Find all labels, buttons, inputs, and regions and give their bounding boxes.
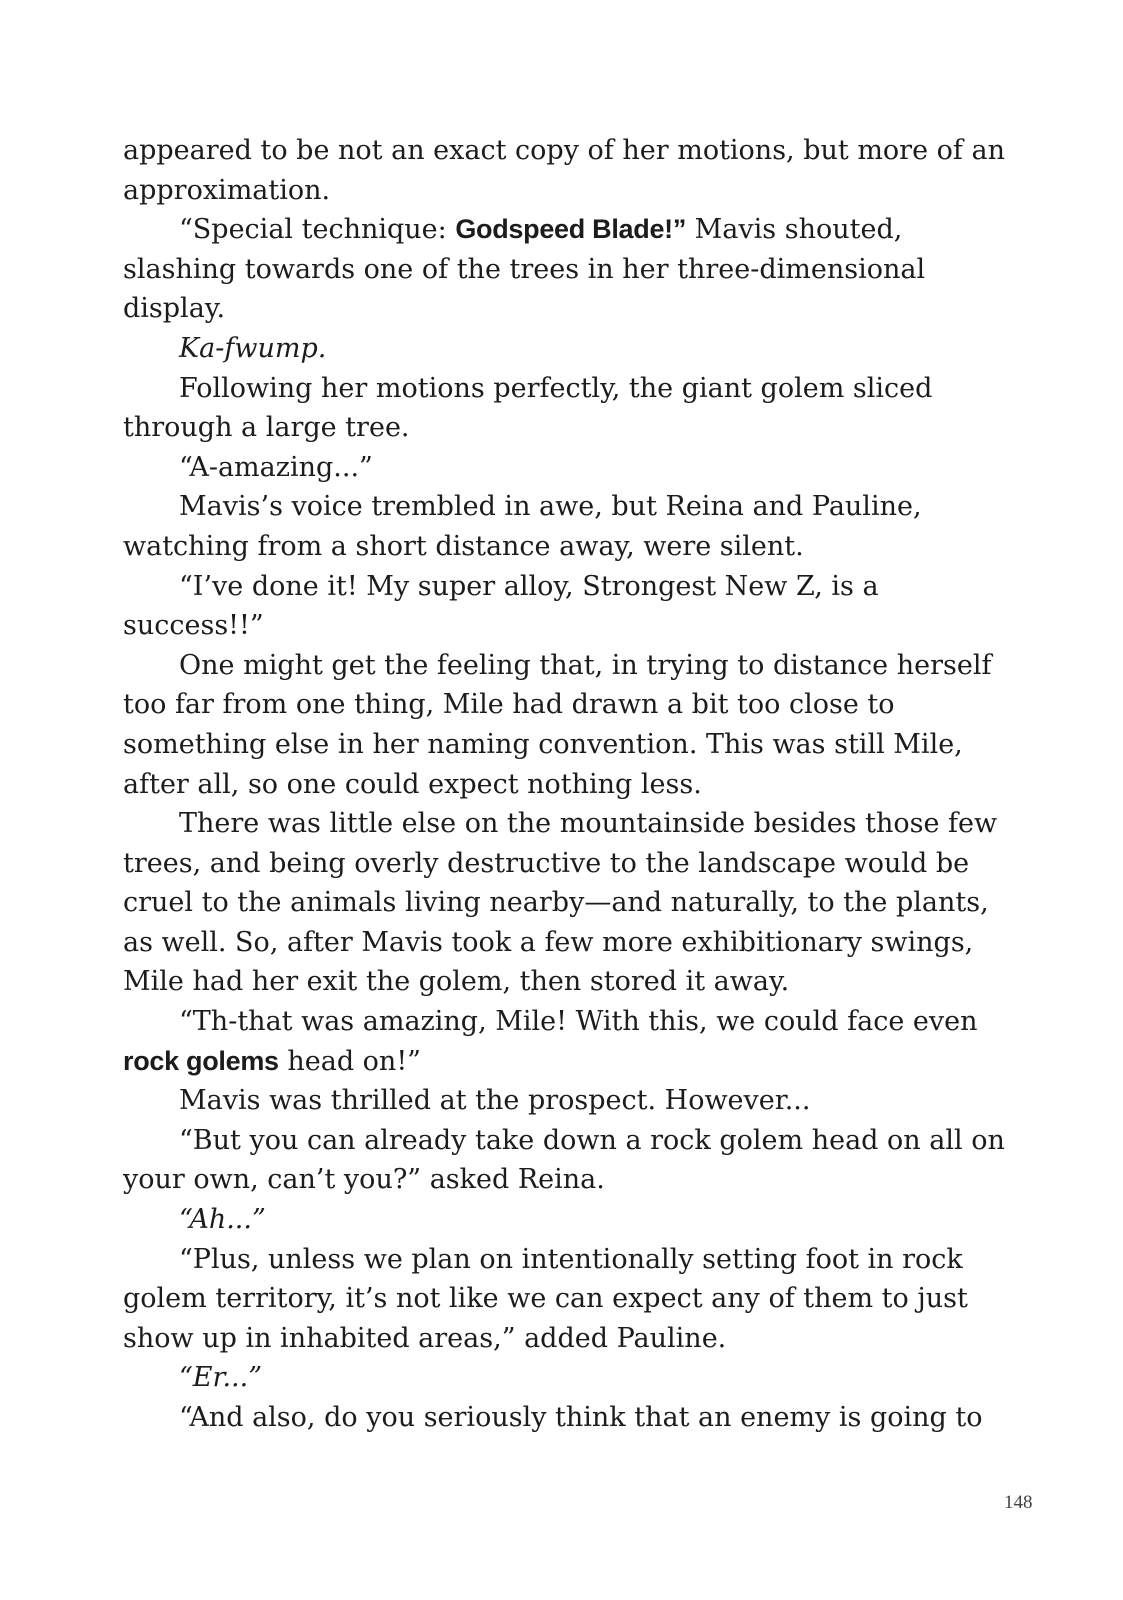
text-segment: “Special technique: [179,214,456,246]
paragraph-dialogue [123,1121,1008,1200]
sound-effect: Ka-fwump. [179,332,327,364]
text-segment: “But you can already take down a rock golem head on all on your own, can’t you?” asked Reina. [123,1124,1005,1196]
text-segment: “Th-that was amazing, Mile! With this, we could face even [179,1006,978,1038]
body-text [123,131,1008,1438]
paragraph-dialogue [123,1358,1008,1398]
italic-dialogue: “Er...” [179,1362,263,1394]
paragraph-continuation [123,131,1008,210]
paragraph-dialogue [123,1200,1008,1240]
text-segment: There was little else on the mountainside besides those few trees, and being overly destructive to the landscape would be cruel to the animals living nearby—and naturally, to the plants, as well. So, after Mavis took a few more exhibitionary swings, Mile had her exit the golem, then stored it away. [123,808,998,998]
paragraph [123,1081,1008,1121]
italic-dialogue: “Ah...” [179,1204,266,1236]
paragraph [123,646,1008,804]
paragraph [123,804,1008,1002]
page-number: 148 [1004,1492,1033,1513]
text-segment: Mavis shouted, slashing towards one of the trees in her three-dimensional display. [123,214,926,325]
paragraph-godspeed-blade [123,210,1008,329]
text-segment: “Plus, unless we plan on intentionally setting foot in rock golem territory, it’s not like we can expect any of them to just show up in inhabited areas,” added Pauline. [123,1243,968,1354]
text-segment: One might get the feeling that, in trying to distance herself too far from one thing, Mile had drawn a bit too close to something else in her naming convention. This was still Mile, after all, so one could expect nothing less. [123,649,992,800]
paragraph-sound-effect [123,329,1008,369]
paragraph-dialogue [123,1002,1008,1081]
paragraph-dialogue [123,567,1008,646]
text-segment: Mavis was thrilled at the prospect. However... [179,1085,811,1117]
text-segment: “And also, do you seriously think that an enemy is going to [179,1402,983,1433]
technique-name: Godspeed Blade!” [455,214,687,245]
text-segment: head on!” [278,1045,421,1077]
paragraph [123,487,1008,566]
text-segment: Following her motions perfectly, the giant golem sliced through a large tree. [123,372,933,444]
paragraph-dialogue [123,448,1008,488]
text-segment: “I’ve done it! My super alloy, Strongest New Z, is a success!!” [123,570,879,642]
paragraph [123,369,1008,448]
text-segment: Mavis’s voice trembled in awe, but Reina and Pauline, watching from a short distance away, were silent. [123,491,922,562]
paragraph-dialogue [123,1240,1008,1359]
monster-name: rock golems [123,1045,279,1076]
paragraph-dialogue [123,1398,1008,1438]
text-segment: “A-amazing...” [179,451,373,483]
text-segment: appeared to be not an exact copy of her motions, but more of an approximation. [123,135,1005,206]
